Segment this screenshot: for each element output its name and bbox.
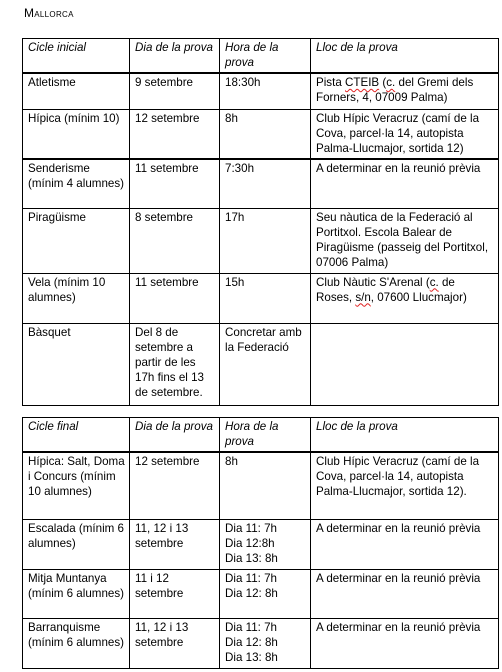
column-header: Hora de la prova (220, 418, 311, 453)
table-header-row (23, 39, 499, 74)
hora-line: Dia 12: 8h (225, 586, 278, 600)
table-row (23, 618, 499, 668)
hora-line: Dia 12:8h (225, 536, 275, 550)
hora-line: Dia 11: 7h (225, 521, 277, 535)
lloc-text: de Roses, (316, 275, 455, 304)
column-header: Dia de la prova (130, 39, 220, 74)
cell-cicle: Bàsquet (23, 323, 130, 405)
table-row (23, 323, 499, 405)
cell-cicle: Atletisme (23, 73, 130, 109)
lloc-text: Club Nàutic S'Arenal ( (316, 275, 430, 289)
column-header: Hora de la prova (220, 39, 311, 74)
cell-cicle: Hípica (mínim 10) (23, 109, 130, 159)
table-row (23, 519, 499, 569)
cell-dia: 12 setembre (130, 452, 220, 519)
cell-lloc: A determinar en la reunió prèvia (311, 569, 499, 618)
hora-line: Dia 12: 8h (225, 635, 278, 649)
spellcheck-flagged-word: s/n (355, 290, 371, 304)
column-header: Cicle inicial (23, 39, 130, 74)
cell-dia: 12 setembre (130, 109, 220, 159)
document-heading: Mallorca (24, 6, 74, 20)
cell-dia: 11 i 12 setembre (130, 569, 220, 618)
cell-lloc: Club Hípic Veracruz (camí de la Cova, parcel·la 14, autopista Palma-Llucmajor, sortida 12) (311, 109, 499, 159)
cell-dia: 11, 12 i 13 setembre (130, 618, 220, 668)
column-header: Lloc de la prova (311, 418, 499, 453)
final-cycle-table (22, 417, 499, 669)
lloc-text: del Gremi dels Forners, 4, 07009 Palma) (316, 76, 474, 104)
hora-line: Dia 13: 8h (225, 551, 278, 565)
cell-cicle: Barranquisme (mínim 6 alumnes) (23, 618, 130, 668)
table-row (23, 208, 499, 273)
table-row (23, 569, 499, 618)
cell-hora (220, 519, 311, 569)
column-header: Lloc de la prova (311, 39, 499, 74)
cell-hora: 15h (220, 273, 311, 323)
cell-cicle: Hípica: Salt, Doma i Concurs (mínim 10 alumnes) (23, 452, 130, 519)
cell-lloc: A determinar en la reunió prèvia (311, 519, 499, 569)
lloc-text: , 07600 Llucmajor) (370, 290, 467, 304)
spellcheck-flagged-word: c. (386, 76, 396, 89)
cell-hora: 7:30h (220, 159, 311, 208)
cell-cicle: Mitja Muntanya (mínim 6 alumnes) (23, 569, 130, 618)
cell-dia: 11 setembre (130, 159, 220, 208)
hora-line: Dia 13: 8h (225, 650, 278, 664)
column-header: Dia de la prova (130, 418, 220, 453)
cell-hora: Concretar amb la Federació (220, 323, 311, 405)
cell-lloc (311, 273, 499, 323)
cell-dia: 11, 12 i 13 setembre (130, 519, 220, 569)
lloc-text: ( (379, 76, 387, 89)
cell-lloc: A determinar en la reunió prèvia (311, 159, 499, 208)
cell-hora: 18:30h (220, 73, 311, 109)
cell-lloc (311, 323, 499, 405)
cell-lloc: Club Hípic Veracruz (camí de la Cova, parcel·la 14, autopista Palma-Llucmajor, sortida 12). (311, 452, 499, 519)
table-row (23, 452, 499, 519)
initial-cycle-table (22, 38, 499, 406)
cell-lloc: Seu nàutica de la Federació al Portitxol. Escola Balear de Piragüisme (passeig del Portitxol, 07006 Palma) (311, 208, 499, 273)
cell-lloc (311, 73, 499, 109)
table-row (23, 159, 499, 208)
hora-line: Dia 11: 7h (225, 571, 277, 585)
cell-cicle: Piragüisme (23, 208, 130, 273)
cell-cicle: Senderisme (mínim 4 alumnes) (23, 159, 130, 208)
cell-lloc: A determinar en la reunió prèvia (311, 618, 499, 668)
spellcheck-flagged-word: CTEIB (345, 76, 380, 89)
table-header-row (23, 418, 499, 453)
lloc-text: Pista (316, 76, 345, 89)
table-row (23, 273, 499, 323)
cell-cicle: Vela (mínim 10 alumnes) (23, 273, 130, 323)
hora-line: Dia 11: 7h (225, 620, 277, 634)
table-row (23, 109, 499, 159)
cell-hora: 8h (220, 452, 311, 519)
spellcheck-flagged-word: c. (429, 275, 439, 289)
cell-hora: 17h (220, 208, 311, 273)
cell-dia: 11 setembre (130, 273, 220, 323)
cell-cicle: Escalada (mínim 6 alumnes) (23, 519, 130, 569)
column-header: Cicle final (23, 418, 130, 453)
cell-hora: 8h (220, 109, 311, 159)
cell-dia: 8 setembre (130, 208, 220, 273)
table-row (23, 73, 499, 109)
cell-dia: Del 8 de setembre a partir de les 17h fins el 13 de setembre. (130, 323, 220, 405)
cell-hora (220, 618, 311, 668)
cell-hora (220, 569, 311, 618)
cell-dia: 9 setembre (130, 73, 220, 109)
